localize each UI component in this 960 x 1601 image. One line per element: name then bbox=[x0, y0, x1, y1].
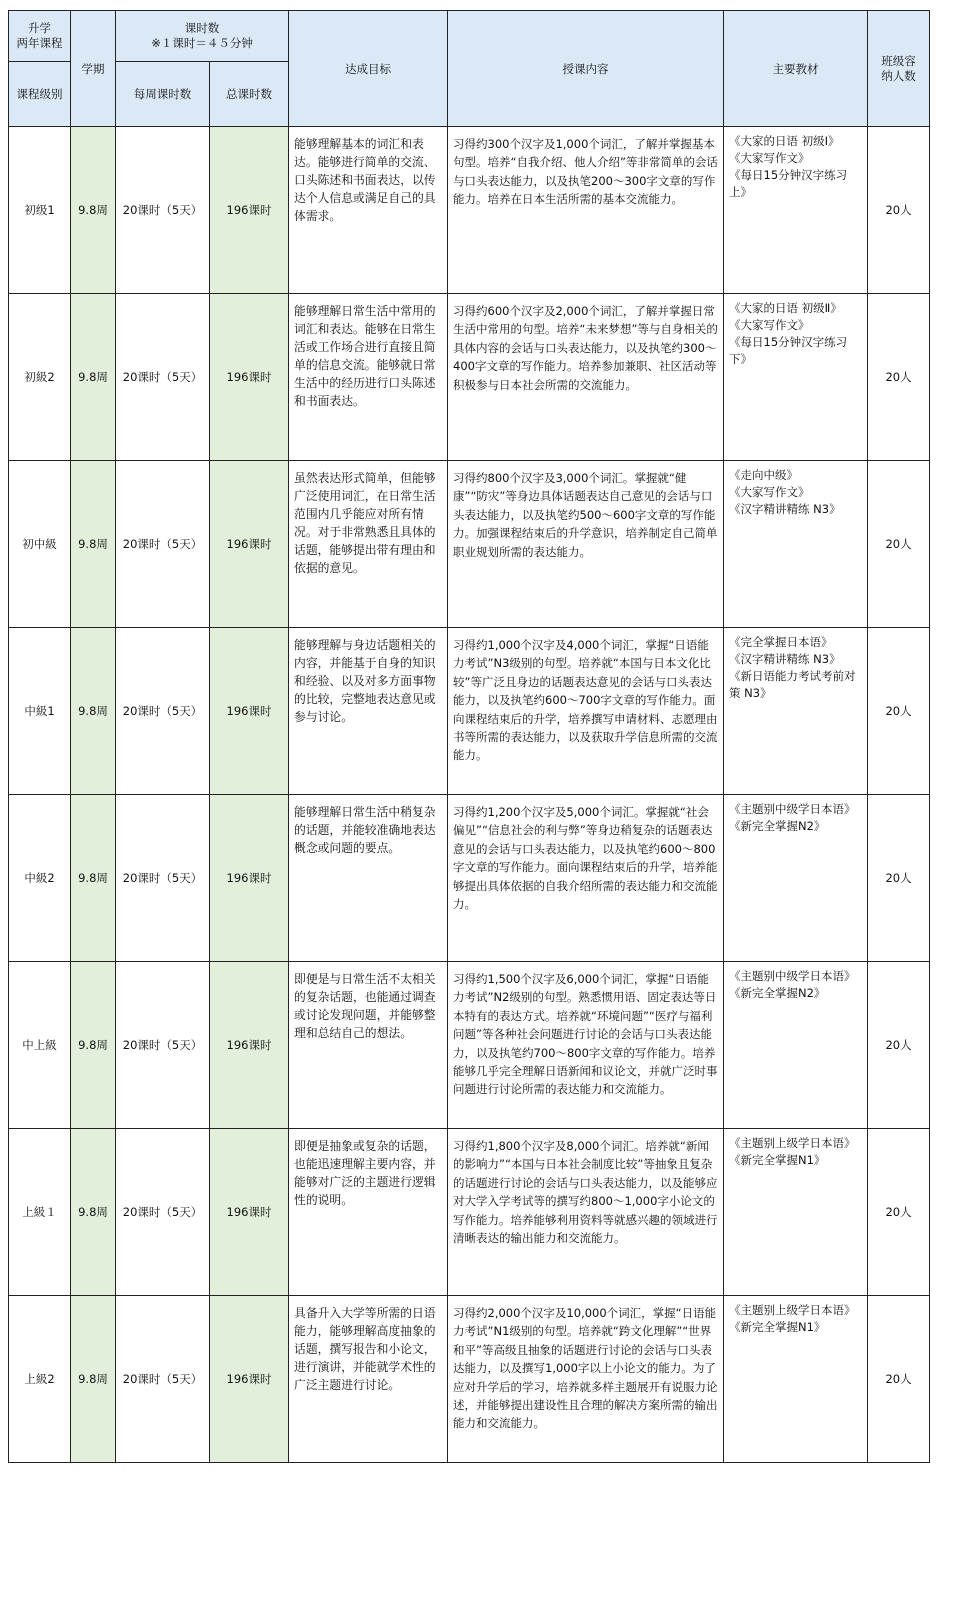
hours-header bbox=[116, 11, 289, 62]
book-title: 《每日15分钟汉字练习 下》 bbox=[729, 335, 848, 366]
table-row bbox=[9, 628, 930, 795]
weekly-hours-cell: 20课时（5天） bbox=[116, 1296, 210, 1463]
content-cell: 习得约300个汉字及1,000个词汇，了解并掌握基本句型。培养“自我介绍、他人介绍”等非常简单的会话与口头表达能力，以及执笔200～300字文章的写作能力。培养在日本生活所需的基本交流能力。 bbox=[448, 127, 724, 294]
goal-cell: 能够理解基本的词汇和表达。能够进行简单的交流、口头陈述和书面表达，以传达个人信息或满足自己的具体需求。 bbox=[289, 127, 448, 294]
total-hours-cell: 196课时 bbox=[210, 1296, 289, 1463]
books-cell bbox=[724, 628, 868, 795]
level-cell: 初级1 bbox=[9, 127, 71, 294]
book-title: 《完全掌握日本语》 bbox=[729, 635, 833, 649]
total-hours-header: 总课时数 bbox=[210, 62, 289, 127]
term-cell: 9.8周 bbox=[71, 127, 116, 294]
book-title: 《汉字精讲精练 N3》 bbox=[729, 502, 841, 516]
capacity-cell: 20人 bbox=[868, 962, 930, 1129]
books-cell bbox=[724, 962, 868, 1129]
total-hours-cell: 196课时 bbox=[210, 628, 289, 795]
capacity-cell: 20人 bbox=[868, 461, 930, 628]
book-title: 《大家的日语 初级Ⅰ》 bbox=[729, 134, 840, 148]
program-header: 升学 两年课程 bbox=[9, 11, 71, 62]
table-row bbox=[9, 461, 930, 628]
term-cell: 9.8周 bbox=[71, 1129, 116, 1296]
content-cell: 习得约800个汉字及3,000个词汇。掌握就“健康”“防灾”等身边具体话题表达自己意见的会话与口头表达能力，以及执笔约500～600字文章的写作能力。加强课程结束后的升学意识，培养制定自己简单职业规划所需的表达能力。 bbox=[448, 461, 724, 628]
book-title: 《新完全掌握N2》 bbox=[729, 819, 826, 833]
content-cell: 习得约1,000个汉字及4,000个词汇，掌握“日语能力考试”N3级别的句型。培养就“本国与日本文化比较”等广泛且身边的话题表达意见的会话与口头表达能力，以及执笔约600～700字文章的写作能力。面向课程结束后的升学，培养撰写申请材料、志愿理由书等所需的表达能力，以及获取升学信息所需的交流能力。 bbox=[448, 628, 724, 795]
book-title: 《新完全掌握N1》 bbox=[729, 1320, 826, 1334]
term-cell: 9.8周 bbox=[71, 628, 116, 795]
book-title: 《主题别中级学日本语》 bbox=[729, 802, 856, 816]
course-table bbox=[8, 10, 930, 1463]
level-header: 课程级别 bbox=[9, 62, 71, 127]
content-header: 授课内容 bbox=[448, 11, 724, 127]
total-hours-cell: 196课时 bbox=[210, 795, 289, 962]
table-row bbox=[9, 294, 930, 461]
goal-cell: 虽然表达形式简单，但能够广泛使用词汇，在日常生活范围内几乎能应对所有情况。对于非常熟悉且具体的话题，能够提出带有理由和依据的意见。 bbox=[289, 461, 448, 628]
goal-header: 达成目标 bbox=[289, 11, 448, 127]
table-row bbox=[9, 127, 930, 294]
content-cell: 习得约1,500个汉字及6,000个词汇，掌握“日语能力考试”N2级别的句型。熟悉惯用语、固定表达等日本特有的表达方式。培养就“环境问题”“医疗与福利问题”等各种社会问题进行讨论的会话与口头表达能力，以及执笔约700～800字文章的写作能力。培养能够几乎完全理解日语新闻和议论文，并就广泛时事问题进行讨论所需的表达能力和交流能力。 bbox=[448, 962, 724, 1129]
books-cell bbox=[724, 461, 868, 628]
level-cell: 初級2 bbox=[9, 294, 71, 461]
table-row bbox=[9, 795, 930, 962]
weekly-hours-cell: 20课时（5天） bbox=[116, 962, 210, 1129]
level-cell: 中級2 bbox=[9, 795, 71, 962]
total-hours-cell: 196课时 bbox=[210, 294, 289, 461]
capacity-header: 班级容 纳人数 bbox=[868, 11, 930, 127]
table-row bbox=[9, 1129, 930, 1296]
books-cell bbox=[724, 1129, 868, 1296]
weekly-hours-cell: 20课时（5天） bbox=[116, 628, 210, 795]
books-cell bbox=[724, 127, 868, 294]
level-cell: 初中級 bbox=[9, 461, 71, 628]
goal-cell: 能够理解日常生活中稍复杂的话题，并能较准确地表达概念或问题的要点。 bbox=[289, 795, 448, 962]
book-title: 《大家写作文》 bbox=[729, 485, 810, 499]
book-title: 《新完全掌握N1》 bbox=[729, 1153, 826, 1167]
book-title: 《新完全掌握N2》 bbox=[729, 986, 826, 1000]
books-cell bbox=[724, 1296, 868, 1463]
capacity-cell: 20人 bbox=[868, 294, 930, 461]
book-title: 《走向中级》 bbox=[729, 468, 799, 482]
total-hours-cell: 196课时 bbox=[210, 962, 289, 1129]
content-cell: 习得约600个汉字及2,000个词汇，了解并掌握日常生活中常用的句型。培养“未来梦想”等与自身相关的具体内容的会话与口头表达能力，以及执笔约300～400字文章的写作能力。培养参加兼职、社区活动等积极参与日本社会所需的交流能力。 bbox=[448, 294, 724, 461]
content-cell: 习得约1,800个汉字及8,000个词汇。培养就“新闻的影响力”“本国与日本社会制度比较”等抽象且复杂的话题进行讨论的会话与口头表达能力，以及能够应对大学入学考试等的撰写约800～1,000字小论文的写作能力。培养能够利用资料等就感兴趣的领域进行清晰表达的输出能力和交流能力。 bbox=[448, 1129, 724, 1296]
weekly-hours-header: 每周课时数 bbox=[116, 62, 210, 127]
total-hours-cell: 196课时 bbox=[210, 461, 289, 628]
level-cell: 中級1 bbox=[9, 628, 71, 795]
book-title: 《主题别上级学日本语》 bbox=[729, 1303, 856, 1317]
goal-cell: 能够理解日常生活中常用的词汇和表达。能够在日常生活或工作场合进行直接且简单的信息交流。能够就日常生活中的经历进行口头陈述和书面表达。 bbox=[289, 294, 448, 461]
content-cell: 习得约2,000个汉字及10,000个词汇，掌握“日语能力考试”N1级别的句型。培养就“跨文化理解”“世界和平”等高级且抽象的话题进行讨论的会话与口头表达能力，以及撰写1,000字以上小论文的能力。为了应对升学后的学习，培养就多样主题展开有说服力论述，并能够提出建设性且合理的解决方案所需的输出能力和交流能力。 bbox=[448, 1296, 724, 1463]
book-title: 《每日15分钟汉字练习 上》 bbox=[729, 168, 848, 199]
level-cell: 中上級 bbox=[9, 962, 71, 1129]
term-cell: 9.8周 bbox=[71, 461, 116, 628]
goal-cell: 能够理解与身边话题相关的内容，并能基于自身的知识和经验、以及对多方面事物的比较，完整地表达意见或参与讨论。 bbox=[289, 628, 448, 795]
book-title: 《大家写作文》 bbox=[729, 151, 810, 165]
weekly-hours-cell: 20课时（5天） bbox=[116, 461, 210, 628]
book-title: 《新日语能力考试考前对策 N3》 bbox=[729, 669, 856, 700]
table-row bbox=[9, 1296, 930, 1463]
table-row bbox=[9, 962, 930, 1129]
term-cell: 9.8周 bbox=[71, 962, 116, 1129]
book-title: 《汉字精讲精练 N3》 bbox=[729, 652, 841, 666]
term-cell: 9.8周 bbox=[71, 294, 116, 461]
total-hours-cell: 196课时 bbox=[210, 127, 289, 294]
weekly-hours-cell: 20课时（5天） bbox=[116, 1129, 210, 1296]
goal-cell: 即便是与日常生活不太相关的复杂话题，也能通过调查或讨论发现问题，并能够整理和总结自己的想法。 bbox=[289, 962, 448, 1129]
book-title: 《大家的日语 初级Ⅱ》 bbox=[729, 301, 842, 315]
book-title: 《主题别上级学日本语》 bbox=[729, 1136, 856, 1150]
books-header: 主要教材 bbox=[724, 11, 868, 127]
capacity-cell: 20人 bbox=[868, 795, 930, 962]
term-cell: 9.8周 bbox=[71, 795, 116, 962]
total-hours-cell: 196课时 bbox=[210, 1129, 289, 1296]
term-cell: 9.8周 bbox=[71, 1296, 116, 1463]
capacity-cell: 20人 bbox=[868, 1129, 930, 1296]
hours-title: 课时数 bbox=[184, 21, 220, 35]
goal-cell: 具备升入大学等所需的日语能力，能够理解高度抽象的话题，撰写报告和小论文，进行演讲，并能就学术性的广泛主题进行讨论。 bbox=[289, 1296, 448, 1463]
book-title: 《大家写作文》 bbox=[729, 318, 810, 332]
hours-note: ※１课时＝４５分钟 bbox=[151, 36, 253, 50]
books-cell bbox=[724, 795, 868, 962]
level-cell: 上級2 bbox=[9, 1296, 71, 1463]
capacity-cell: 20人 bbox=[868, 1296, 930, 1463]
capacity-cell: 20人 bbox=[868, 127, 930, 294]
weekly-hours-cell: 20课时（5天） bbox=[116, 127, 210, 294]
goal-cell: 即便是抽象或复杂的话题，也能迅速理解主要内容，并能够对广泛的主题进行逻辑性的说明。 bbox=[289, 1129, 448, 1296]
capacity-cell: 20人 bbox=[868, 628, 930, 795]
weekly-hours-cell: 20课时（5天） bbox=[116, 795, 210, 962]
weekly-hours-cell: 20课时（5天） bbox=[116, 294, 210, 461]
term-header: 学期 bbox=[71, 11, 116, 127]
book-title: 《主题别中级学日本语》 bbox=[729, 969, 856, 983]
content-cell: 习得约1,200个汉字及5,000个词汇。掌握就“社会偏见”“信息社会的利与弊”等身边稍复杂的话题表达意见的会话与口头表达能力，以及执笔约600～800字文章的写作能力。面向课程结束后的升学，培养能够提出具体依据的自我介绍所需的表达能力和交流能力。 bbox=[448, 795, 724, 962]
books-cell bbox=[724, 294, 868, 461]
level-cell: 上級１ bbox=[9, 1129, 71, 1296]
